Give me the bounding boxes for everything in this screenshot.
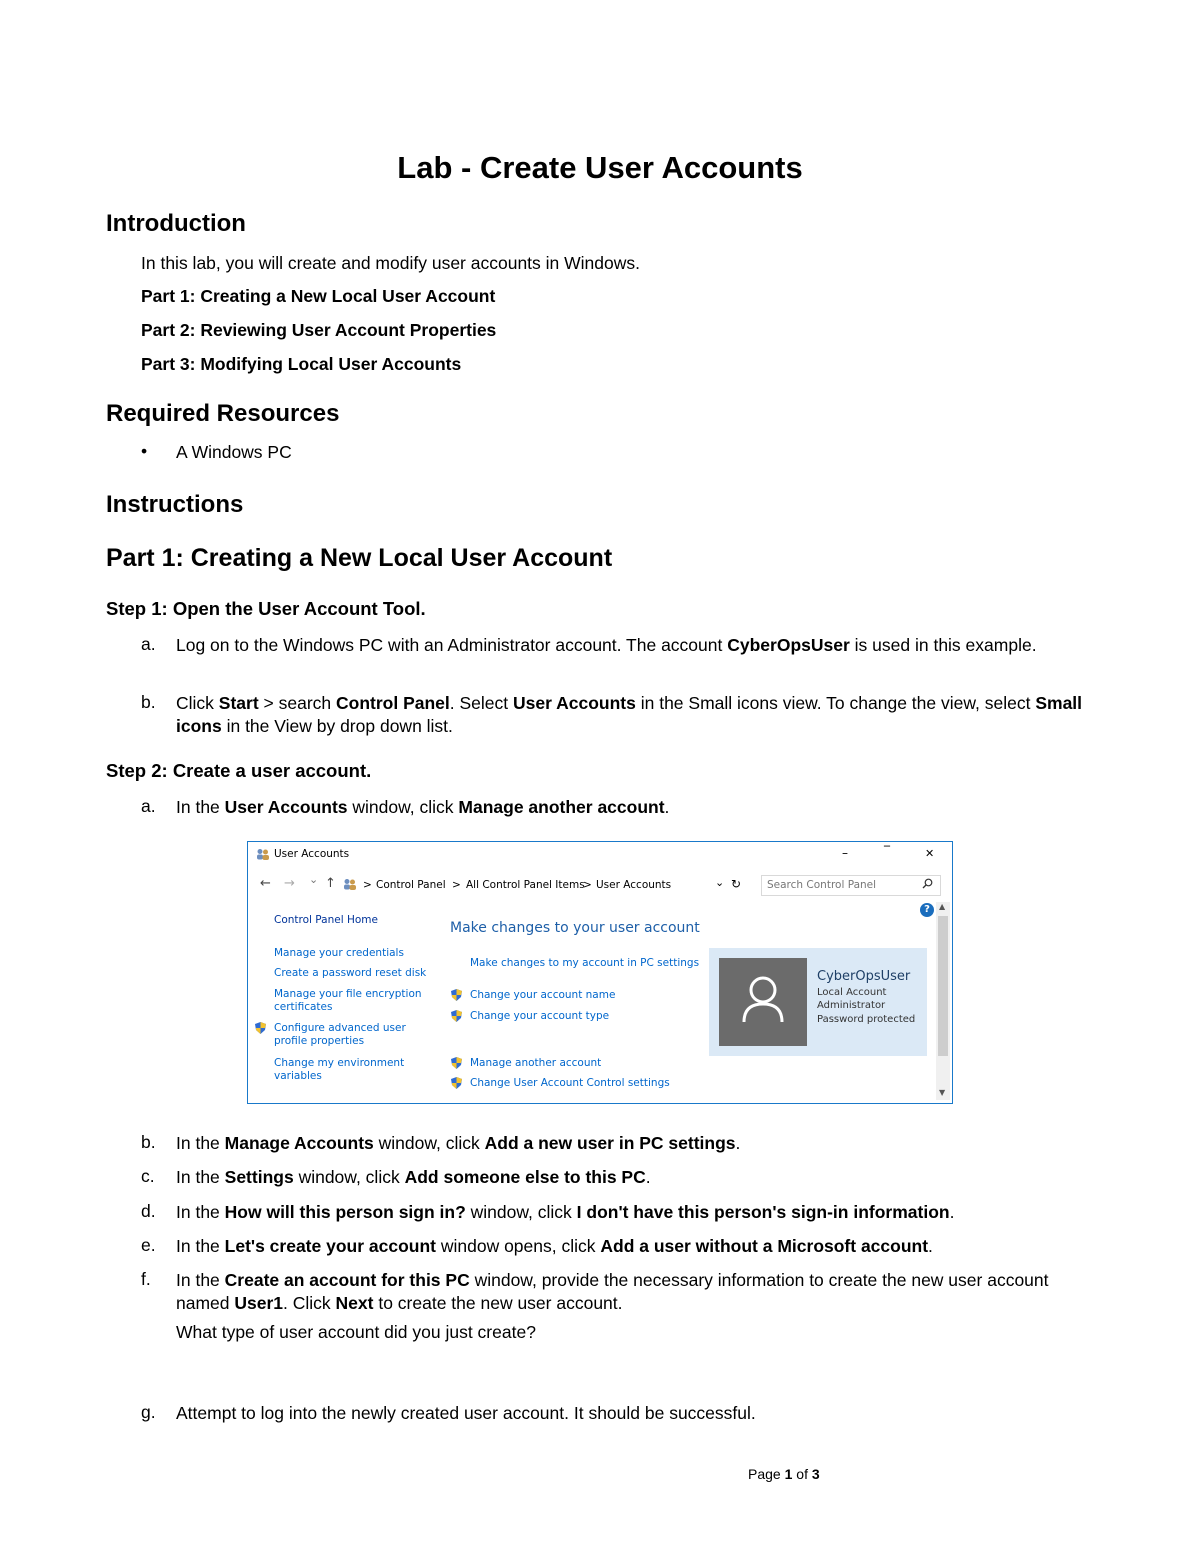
page-title: Lab - Create User Accounts <box>397 150 803 185</box>
sidebar-item-reset-disk[interactable]: Create a password reset disk <box>274 967 427 979</box>
page-footer: Page 1 of 3 <box>748 1466 820 1482</box>
part-list-item: Part 2: Reviewing User Account Properties <box>141 320 497 340</box>
address-bar[interactable] <box>343 875 743 895</box>
resource-item: A Windows PC <box>176 442 292 462</box>
sidebar-item-encryption[interactable]: Manage your file encryption certificates <box>274 988 422 1013</box>
introduction-heading: Introduction <box>106 210 246 237</box>
main-heading: Make changes to your user account <box>450 920 700 936</box>
account-name: CyberOpsUser <box>817 969 911 984</box>
introduction-text: In this lab, you will create and modify user accounts in Windows. <box>141 253 640 273</box>
uac-shield-icon <box>451 1057 462 1069</box>
maximize-button[interactable]: ‾ <box>884 844 890 858</box>
step2-item-e: In the Let's create your account window opens, click Add a user without a Microsoft account. <box>176 1236 933 1256</box>
manage-another-account-link[interactable]: Manage another account <box>470 1057 602 1069</box>
step1-item-b: Click Start > search Control Panel. Select User Accounts in the Small icons view. To change the view, select Small icons in the View by drop down list. <box>176 693 1083 736</box>
step2-item-d: In the How will this person sign in? window, click I don't have this person's sign-in information. <box>176 1202 955 1222</box>
sidebar-item-credentials[interactable]: Manage your credentials <box>274 947 404 959</box>
step2-item-a: In the User Accounts window, click Manage another account. <box>176 797 670 817</box>
account-panel <box>709 948 927 1056</box>
list-marker: a. <box>141 796 156 816</box>
scroll-up-icon[interactable]: ▲ <box>939 902 946 911</box>
step2-item-f: In the Create an account for this PC window, provide the necessary information to create the new user account named User1. Click Next to create the new user account. <box>176 1270 1049 1313</box>
list-marker: e. <box>141 1235 156 1255</box>
help-icon[interactable]: ? <box>920 903 934 917</box>
list-marker: d. <box>141 1201 156 1221</box>
step1-heading: Step 1: Open the User Account Tool. <box>106 598 426 619</box>
resources-heading: Required Resources <box>106 400 340 427</box>
back-button[interactable]: ← <box>260 876 271 891</box>
part-list-item: Part 1: Creating a New Local User Account <box>141 286 496 306</box>
user-accounts-icon <box>256 848 270 863</box>
avatar <box>719 958 807 1046</box>
instructions-heading: Instructions <box>106 491 244 518</box>
pc-settings-link[interactable]: Make changes to my account in PC settings <box>470 957 700 969</box>
account-detail: Administrator <box>817 1000 886 1011</box>
breadcrumb-separator: > <box>583 879 592 891</box>
breadcrumb-item[interactable]: User Accounts <box>596 879 672 891</box>
search-placeholder: Search Control Panel <box>767 879 877 891</box>
breadcrumb-item[interactable]: All Control Panel Items <box>466 879 585 891</box>
change-name-link[interactable]: Change your account name <box>470 989 616 1001</box>
refresh-button[interactable]: ↻ <box>731 877 742 891</box>
part1-heading: Part 1: Creating a New Local User Account <box>106 544 613 572</box>
step1-item-a: Log on to the Windows PC with an Administrator account. The account CyberOpsUser is used in this example. <box>176 635 1037 655</box>
sidebar-item-profile[interactable]: Configure advanced user profile properties <box>274 1022 406 1047</box>
scrollbar-thumb[interactable] <box>938 916 948 1056</box>
list-marker: c. <box>141 1166 155 1186</box>
recent-dropdown-button[interactable]: ⌄ <box>309 873 319 886</box>
uac-shield-icon <box>451 989 462 1001</box>
control-panel-icon <box>343 878 357 893</box>
list-marker: b. <box>141 692 156 712</box>
step2-item-c: In the Settings window, click Add someone else to this PC. <box>176 1167 651 1187</box>
question-text: What type of user account did you just create? <box>176 1322 536 1342</box>
uac-shield-icon <box>451 1010 462 1022</box>
forward-button[interactable]: → <box>284 876 295 891</box>
window-title: User Accounts <box>274 848 350 860</box>
search-input[interactable] <box>761 875 941 896</box>
breadcrumb-separator: > <box>363 879 372 891</box>
step2-heading: Step 2: Create a user account. <box>106 760 372 781</box>
minimize-button[interactable]: – <box>842 846 848 860</box>
uac-settings-link[interactable]: Change User Account Control settings <box>470 1077 670 1089</box>
step2-item-b: In the Manage Accounts window, click Add a new user in PC settings. <box>176 1133 741 1153</box>
sidebar-item-home[interactable]: Control Panel Home <box>274 914 378 926</box>
uac-shield-icon <box>451 1077 462 1089</box>
breadcrumb-separator: > <box>452 879 461 891</box>
change-type-link[interactable]: Change your account type <box>470 1010 610 1022</box>
user-icon <box>719 958 807 1046</box>
scrollbar[interactable] <box>936 902 950 1100</box>
address-dropdown-button[interactable]: ⌄ <box>715 876 725 889</box>
close-button[interactable]: ✕ <box>925 847 935 860</box>
list-marker: f. <box>141 1269 151 1289</box>
account-detail: Local Account <box>817 987 887 998</box>
list-marker: b. <box>141 1132 156 1152</box>
list-marker: a. <box>141 634 156 654</box>
account-detail: Password protected <box>817 1014 916 1025</box>
up-button[interactable]: ↑ <box>325 876 336 891</box>
search-icon[interactable] <box>922 878 933 892</box>
breadcrumb-item[interactable]: Control Panel <box>376 879 446 891</box>
part-list-item: Part 3: Modifying Local User Accounts <box>141 354 462 374</box>
step2-item-g: Attempt to log into the newly created user account. It should be successful. <box>176 1403 756 1423</box>
list-marker: g. <box>141 1402 156 1422</box>
user-accounts-screenshot <box>247 841 953 1104</box>
bullet-icon: • <box>141 441 148 461</box>
scroll-down-icon[interactable]: ▼ <box>939 1088 946 1097</box>
sidebar-item-environment[interactable]: Change my environment variables <box>274 1057 405 1082</box>
uac-shield-icon <box>255 1022 266 1034</box>
